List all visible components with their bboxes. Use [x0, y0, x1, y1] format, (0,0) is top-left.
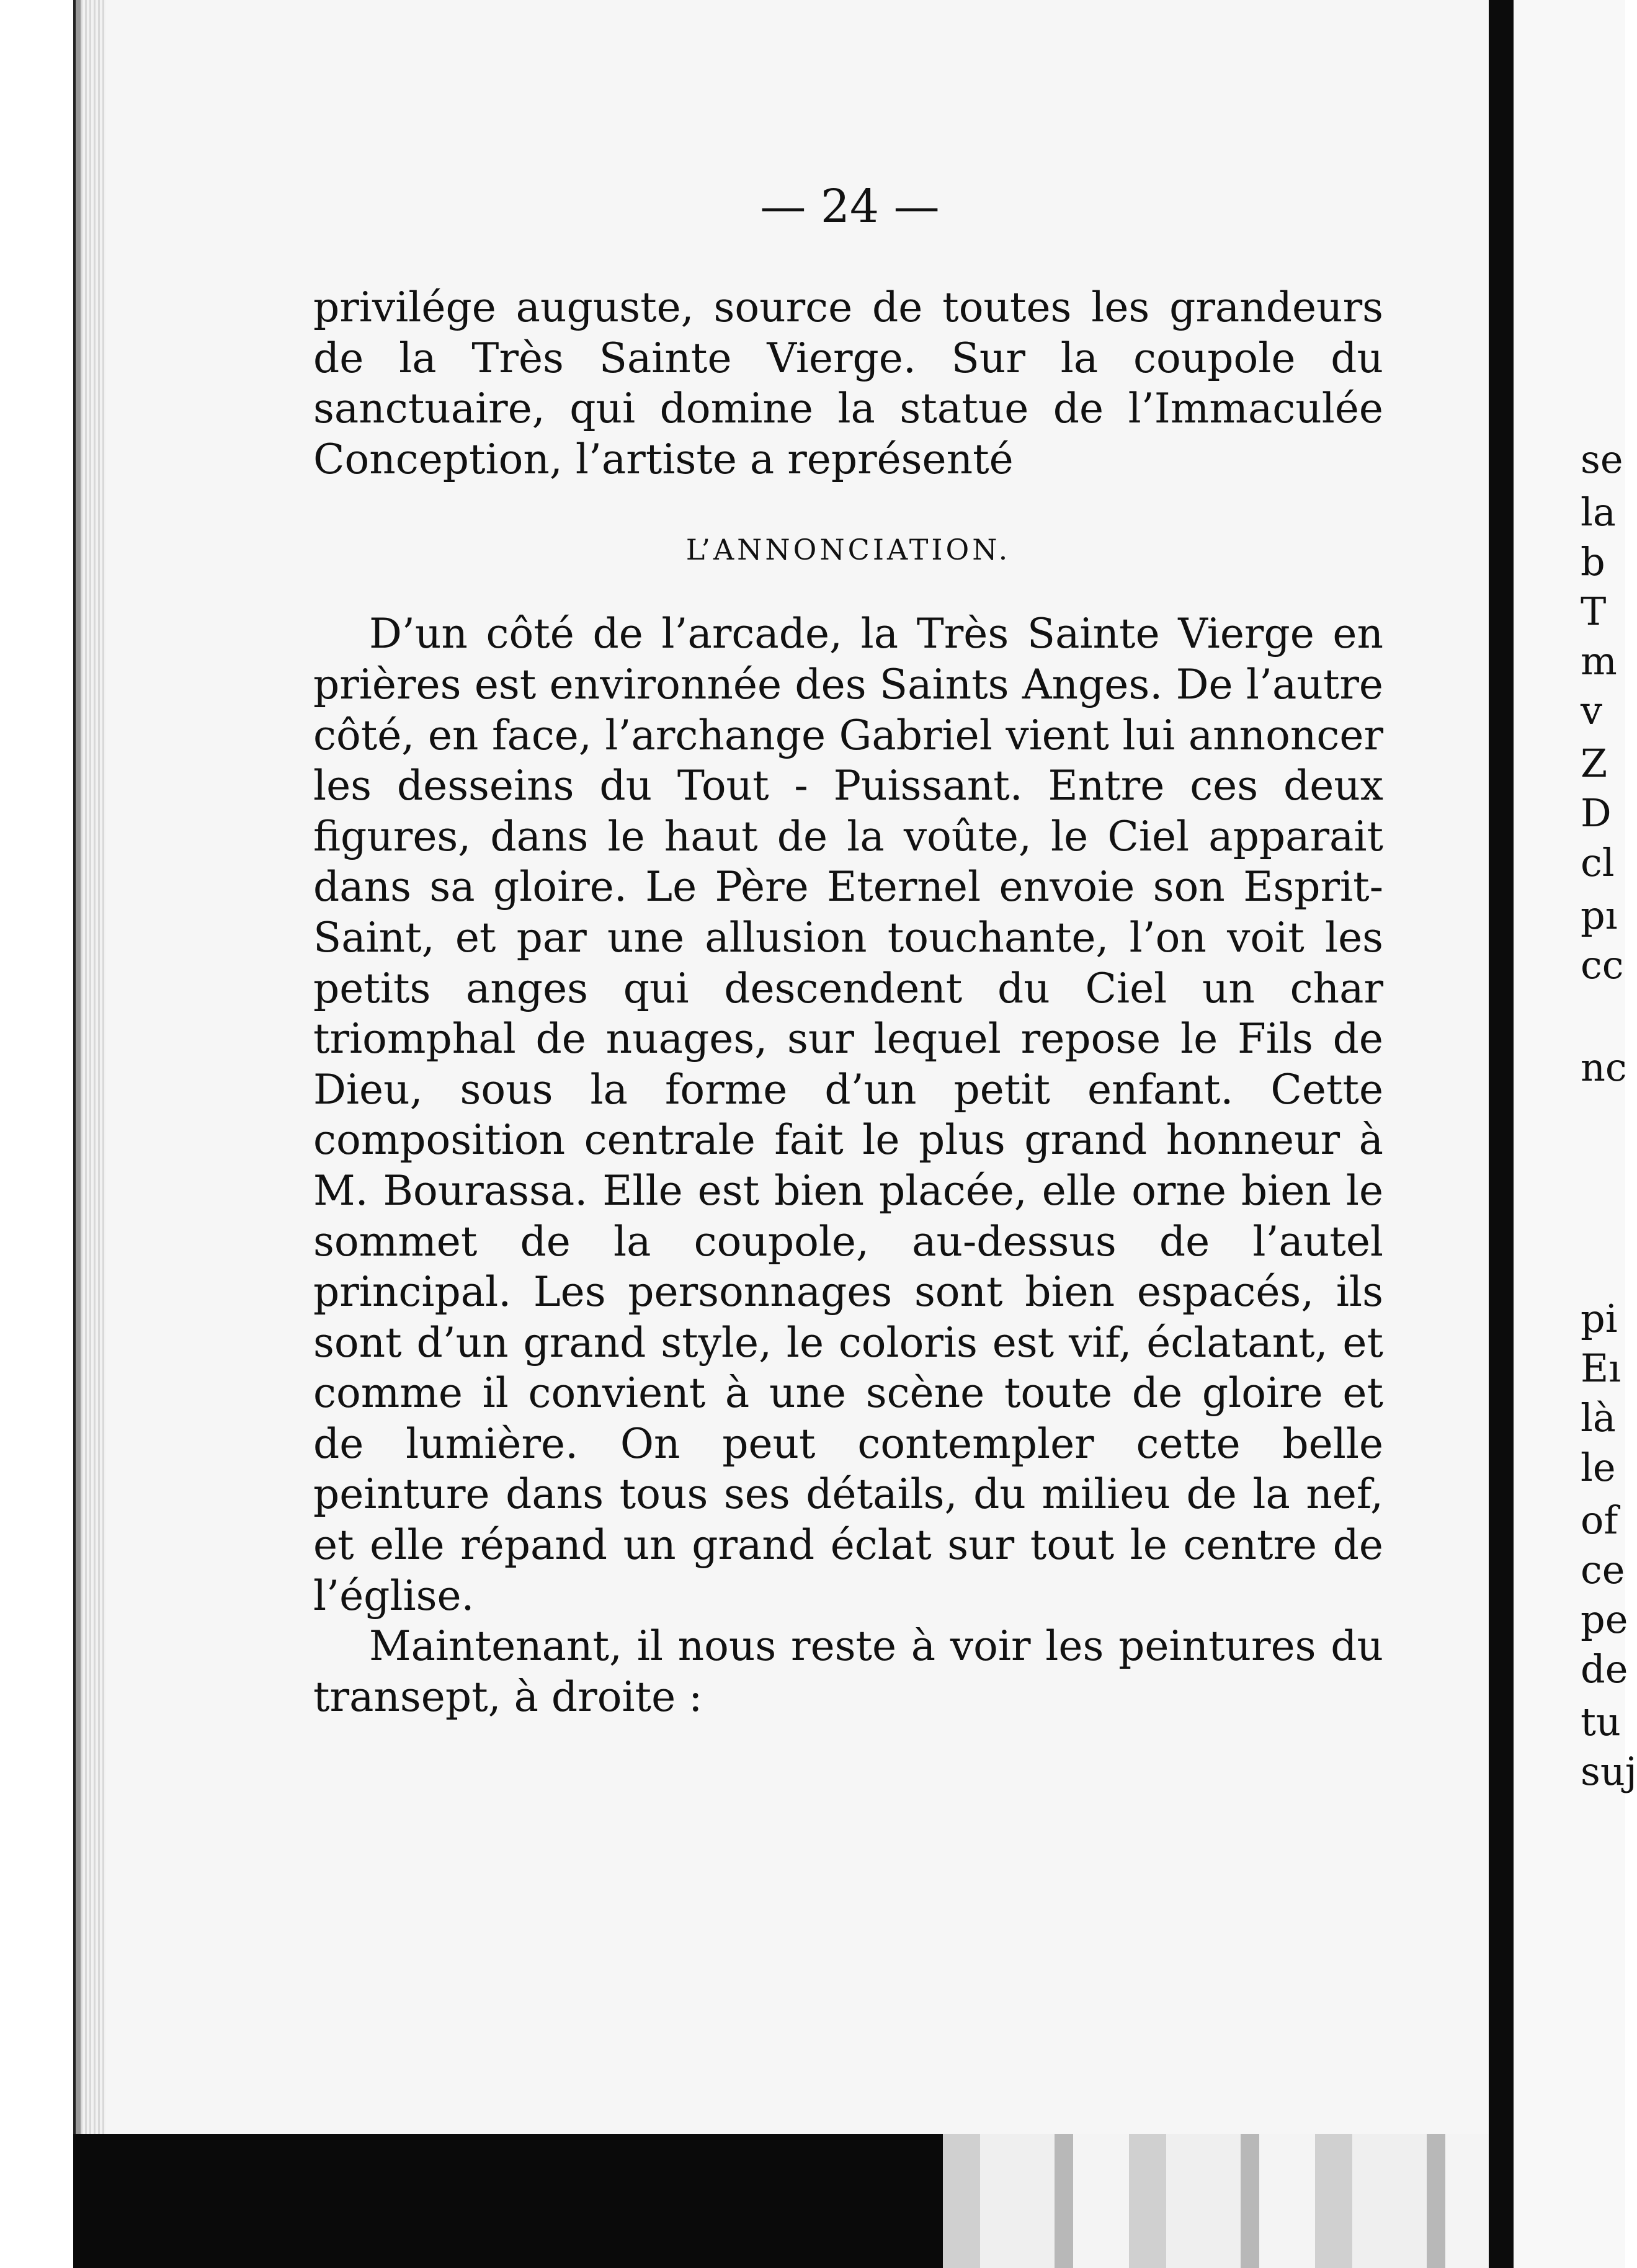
- right-fragment: D: [1581, 790, 1612, 836]
- paragraph-annonciation: D’un côté de l’arcade, la Très Sainte Vierge en prières est environnée des Saints Anges. De l’autre côté, en face, l’archange Gabriel vient lui annoncer les desseins du Tout - Puissant. Entre ces deux figures, dans le haut de la voûte, le Ciel apparait dans sa gloire. Le Père Eternel envoie son Esprit-Saint, et par une allusion touchante, l’on voit les petits anges qui descendent du Ciel un char triomphal de nuages, sur lequel repose le Fils de Dieu, sous la forme d’un petit enfant. Cette composition centrale fait le plus grand honneur à M. Bourassa. Elle est bien placée, elle orne bien le sommet de la coupole, au-dessus de l’autel principal. Les personnages sont bien espacés, ils sont d’un grand style, le coloris est vif, éclatant, et comme il convient à une scène toute de gloire et de lumière. On peut contempler cette belle peinture dans tous ses détails, du milieu de la nef, et elle répand un grand éclat sur tout le centre de l’église.: [313, 610, 1383, 1620]
- page-stack-bottom: [943, 2134, 1489, 2268]
- right-fragment: T: [1581, 589, 1607, 634]
- right-fragment: cl: [1581, 840, 1615, 885]
- right-fragment: pi: [1581, 1296, 1618, 1341]
- right-fragment: m: [1581, 638, 1617, 684]
- right-fragment: tu: [1581, 1699, 1621, 1744]
- right-fragment: pe: [1581, 1597, 1628, 1642]
- page-number: — 24 —: [760, 180, 940, 233]
- scan-margin: [0, 0, 73, 2268]
- right-fragment: pı: [1581, 893, 1618, 938]
- right-fragment: b: [1581, 539, 1605, 584]
- right-fragment: se: [1581, 437, 1623, 482]
- right-fragment: le: [1581, 1445, 1616, 1490]
- right-fragment: nc: [1581, 1045, 1627, 1090]
- paragraph-maintenant: Maintenant, il nous reste à voir les peintures du transept, à droite :: [313, 1622, 1383, 1721]
- right-page-text-fragments: [1581, 0, 1637, 2268]
- right-fragment: Z: [1581, 741, 1608, 786]
- right-fragment: Eı: [1581, 1346, 1621, 1391]
- right-fragment: la: [1581, 489, 1616, 535]
- page-body: [313, 282, 1383, 1722]
- right-fragment: cc: [1581, 942, 1624, 988]
- right-fragment: de: [1581, 1646, 1628, 1692]
- paragraph-intro: privilége auguste, source de toutes les grandeurs de la Très Sainte Vierge. Sur la coupole du sanctuaire, qui domine la statue de l’Immaculée Conception, l’artiste a représenté: [313, 284, 1383, 483]
- page-edges: [81, 0, 105, 2134]
- right-fragment: suj: [1581, 1749, 1637, 1794]
- right-fragment: of: [1581, 1498, 1618, 1543]
- right-fragment: v: [1581, 688, 1603, 733]
- section-heading: L’ANNONCIATION.: [685, 533, 1011, 567]
- book-spine: [1489, 0, 1514, 2268]
- right-fragment: là: [1581, 1395, 1616, 1440]
- right-fragment: ce: [1581, 1547, 1625, 1592]
